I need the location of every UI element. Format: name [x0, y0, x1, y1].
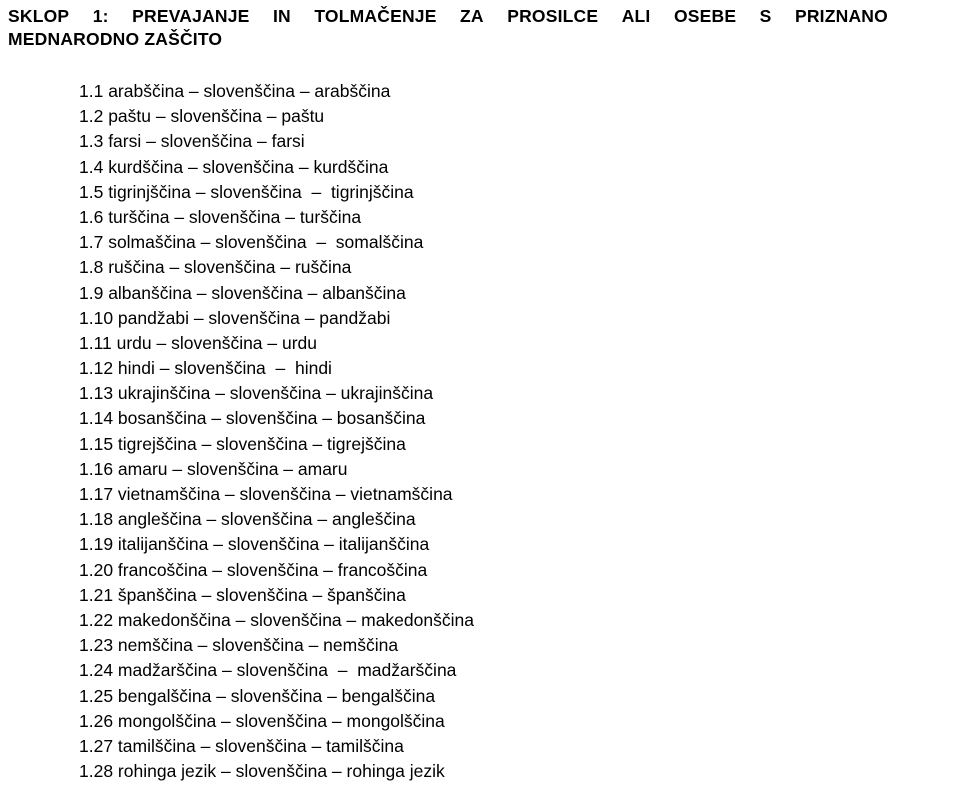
list-item: 1.5 tigrinjščina – slovenščina – tigrinjščina: [79, 181, 414, 202]
list-item: 1.3 farsi – slovenščina – farsi: [79, 131, 305, 152]
list-item: 1.17 vietnamščina – slovenščina – vietnamščina: [79, 484, 453, 504]
list-item: 1.27 tamilščina – slovenščina – tamilščina: [79, 735, 404, 756]
list-item: 1.28 rohinga jezik – slovenščina – rohinga jezik: [79, 761, 445, 782]
list-item: 1.22 makedonščina – slovenščina – makedonščina: [79, 609, 474, 630]
list-item: 1.13 ukrajinščina – slovenščina – ukrajinščina: [79, 383, 434, 404]
list-item: 1.18 angleščina – slovenščina – angleščina: [79, 509, 416, 530]
list-item: 1.14 bosanščina – slovenščina – bosanščina: [79, 408, 426, 429]
section-heading: [8, 5, 888, 51]
heading-line-1: [8, 5, 888, 28]
list-item: 1.9 albanščina – slovenščina – albanščina: [79, 282, 406, 303]
list-item: 1.4 kurdščina – slovenščina – kurdščina: [79, 156, 389, 177]
heading-word: PREVAJANJE: [132, 6, 250, 26]
heading-word: PROSILCE: [507, 6, 599, 26]
list-item: 1.19 italijanščina – slovenščina – italijanščina: [79, 534, 430, 555]
language-pair-list: [79, 79, 474, 784]
heading-word: 1:: [92, 6, 109, 26]
list-item: 1.16 amaru – slovenščina – amaru: [79, 458, 348, 479]
list-item: 1.15 tigrejščina – slovenščina – tigrejščina: [79, 433, 406, 454]
heading-word: PRIZNANO: [794, 6, 888, 26]
heading-word: IN: [273, 6, 291, 26]
heading-word: ALI: [621, 6, 651, 26]
list-item: 1.20 francoščina – slovenščina – francoščina: [79, 559, 428, 580]
heading-word: S: [759, 6, 772, 26]
list-item: 1.21 španščina – slovenščina – španščina: [79, 584, 406, 605]
list-item: 1.8 ruščina – slovenščina – ruščina: [79, 257, 352, 278]
list-item: 1.6 turščina – slovenščina – turščina: [79, 206, 362, 227]
list-item: 1.24 madžarščina – slovenščina – madžarščina: [79, 660, 457, 681]
list-item: 1.11 urdu – slovenščina – urdu: [79, 332, 318, 353]
list-item: 1.23 nemščina – slovenščina – nemščina: [79, 635, 399, 656]
list-item: 1.10 pandžabi – slovenščina – pandžabi: [79, 307, 391, 328]
list-item: 1.7 solmaščina – slovenščina – somalščina: [79, 232, 424, 253]
heading-word: OSEBE: [673, 6, 737, 26]
list-item: 1.1 arabščina – slovenščina – arabščina: [79, 81, 391, 101]
heading-word: ZA: [460, 6, 484, 26]
heading-line-2: MEDNARODNO ZAŠČITO: [8, 29, 223, 49]
list-item: 1.25 bengalščina – slovenščina – bengalščina: [79, 685, 436, 706]
heading-word: SKLOP: [8, 6, 70, 26]
list-item: 1.2 paštu – slovenščina – paštu: [79, 106, 325, 127]
heading-word: TOLMAČENJE: [314, 6, 437, 26]
list-item: 1.26 mongolščina – slovenščina – mongolščina: [79, 710, 445, 731]
list-item: 1.12 hindi – slovenščina – hindi: [79, 358, 332, 379]
